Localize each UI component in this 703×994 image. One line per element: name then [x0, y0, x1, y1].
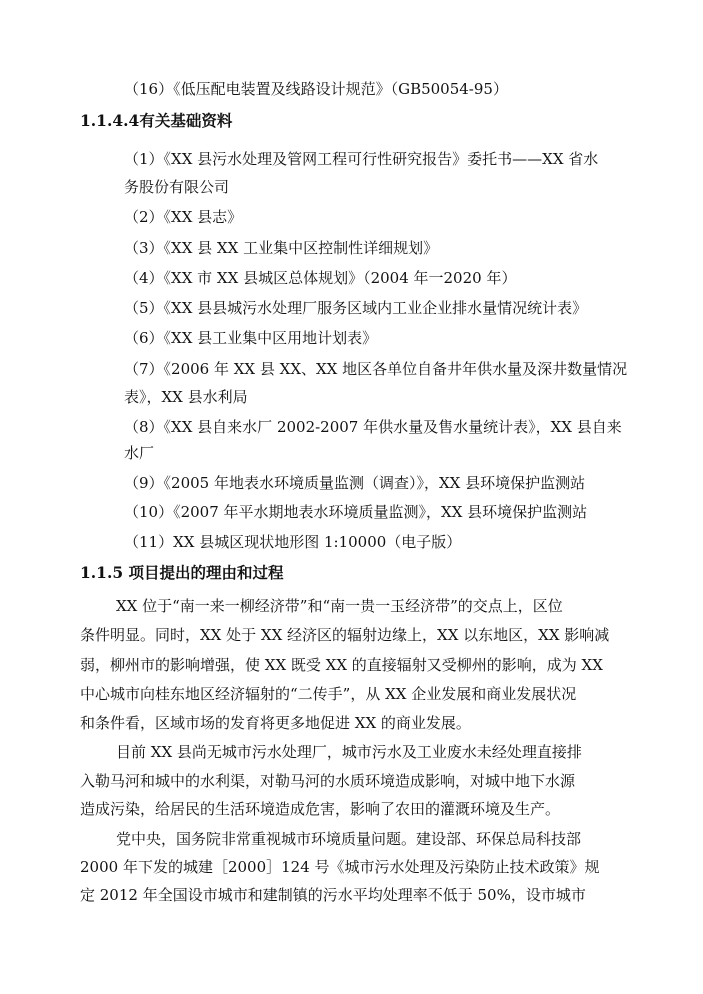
paragraph-1-line-4: 中心城市向桂东地区经济辐射的“二传手”，从 XX 企业发展和商业发展状况: [80, 685, 577, 703]
reference-item-7: （7）《2006 年 XX 县 XX、XX 地区各单位自备井年供水量及深井数量情况: [124, 360, 628, 378]
reference-item-16: （16）《低压配电装置及线路设计规范》（GB50054-95）: [124, 80, 508, 98]
reference-item-1-cont: 务股份有限公司: [124, 178, 230, 196]
reference-item-6: （6）《XX 县工业集中区用地计划表》: [124, 329, 378, 347]
reference-item-8-cont: 水厂: [124, 444, 155, 462]
paragraph-1-line-2: 条件明显。同时，XX 处于 XX 经济区的辐射边缘上，XX 以东地区，XX 影响减: [80, 626, 610, 644]
reference-item-4: （4）《XX 市 XX 县城区总体规划》（2004 年一2020 年）: [124, 269, 517, 287]
reference-item-3: （3）《XX 县 XX 工业集中区控制性详细规划》: [124, 239, 439, 257]
paragraph-3-line-1: 党中央，国务院非常重视城市环境质量问题。建设部、环保总局科技部: [116, 830, 582, 848]
reference-item-1: （1）《XX 县污水处理及管网工程可行性研究报告》委托书——XX 省水: [124, 150, 599, 168]
paragraph-1-line-1: XX 位于“南一来一柳经济带”和“南一贵一玉经济带”的交点上，区位: [116, 597, 563, 615]
paragraph-2-line-3: 造成污染，给居民的生活环境造成危害，影响了农田的灌溉环境及生产。: [80, 800, 561, 818]
reference-item-7-cont: 表》，XX 县水利局: [124, 388, 248, 406]
reference-item-9: （9）《2005 年地表水环境质量监测（调查）》，XX 县环境保护监测站: [124, 474, 586, 492]
paragraph-2-line-2: 入勒马河和城中的水利渠，对勒马河的水质环境造成影响，对城中地下水源: [80, 772, 576, 790]
reference-item-8: （8）《XX 县自来水厂 2002-2007 年供水量及售水量统计表》，XX 县自来: [124, 418, 622, 436]
reference-item-2: （2）《XX 县志》: [124, 208, 243, 226]
reference-item-10: （10）《2007 年平水期地表水环境质量监测》，XX 县环境保护监测站: [124, 503, 588, 521]
section-heading-1-1-4-4: 1.1.4.4有关基础资料: [80, 111, 233, 130]
paragraph-1-line-5: 和条件看，区域市场的发育将更多地促进 XX 的商业发展。: [80, 714, 471, 732]
paragraph-3-line-3: 定 2012 年全国设市城市和建制镇的污水平均处理率不低于 50%，设市城市: [80, 886, 586, 904]
paragraph-1-line-3: 弱，柳州市的影响增强，使 XX 既受 XX 的直接辐射又受柳州的影响，成为 XX: [80, 656, 603, 674]
paragraph-3-line-2: 2000 年下发的城建［2000］124 号《城市污水处理及污染防止技术政策》规: [80, 858, 600, 876]
reference-item-5: （5）《XX 县县城污水处理厂服务区域内工业企业排水量情况统计表》: [124, 299, 588, 317]
reference-item-11: （11）XX 县城区现状地形图 1:10000（电子版）: [124, 533, 462, 551]
section-heading-1-1-5: 1.1.5 项目提出的理由和过程: [80, 563, 284, 582]
paragraph-2-line-1: 目前 XX 县尚无城市污水处理厂，城市污水及工业废水未经处理直接排: [116, 743, 582, 761]
